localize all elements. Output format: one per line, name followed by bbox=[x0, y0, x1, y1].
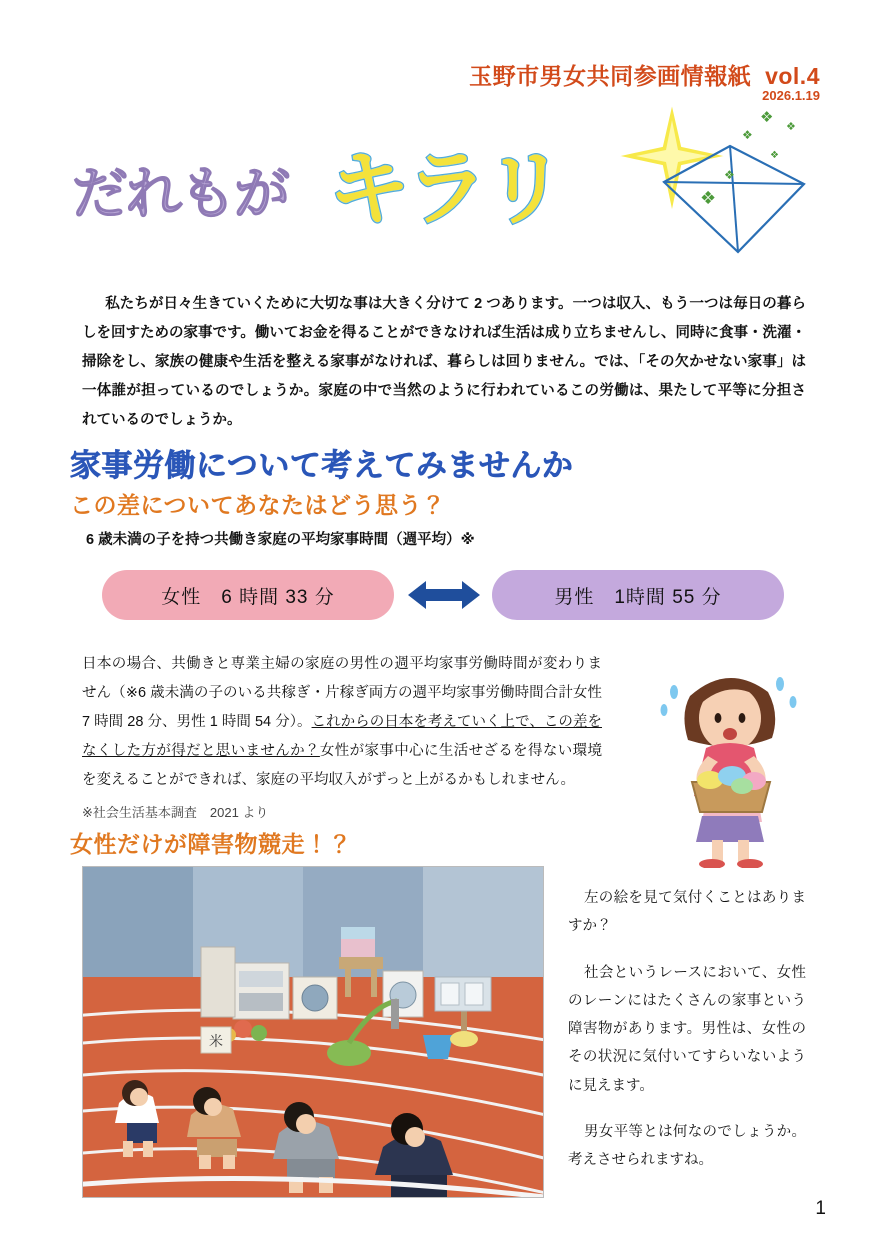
stat-pill-male: 男性 1時間 55 分 bbox=[492, 570, 784, 620]
clover-icon: ❖ bbox=[742, 128, 753, 142]
body2-part3: 女性が家事中心に生活せざるを得ない環境を変えることができれば、家庭の平均収入がずっと上がるかもしれません。 bbox=[82, 743, 603, 788]
woman-with-laundry-illustration bbox=[630, 648, 830, 868]
publication-date: 2026.1.19 bbox=[762, 88, 820, 103]
body2-underlined: これからの日本を考えていく上で、この差をなくした方が得だと思いませんか？ bbox=[82, 714, 602, 759]
svg-text:米: 米 bbox=[209, 1034, 223, 1050]
section-heading-sub1: この差についてあなたはどう思う？ bbox=[70, 492, 446, 518]
publication-title bbox=[469, 58, 820, 91]
stat-pill-female: 女性 6 時間 33 分 bbox=[102, 570, 394, 620]
newsletter-logo bbox=[58, 118, 618, 235]
envelope-illustration bbox=[652, 140, 812, 260]
race-track-graphic bbox=[83, 867, 544, 1198]
publication-title-text: 玉野市男女共同参画情報紙 bbox=[469, 63, 752, 89]
source-note: ※社会生活基本調査 2021 より bbox=[82, 805, 269, 820]
lead-paragraph: 私たちが日々生きていくために大切な事は大きく分けて 2 つあります。一つは収入、もう一つは毎日の暮らしを回すための家事です。働いてお金を得ることができなければ生活は成り立ちませんし、同時に食事・洗濯・掃除をし、家族の健康や生活を整える家事がなければ、暮らしは回りません。では、「その欠かせない家事」は一体誰が担っているのでしょうか。家庭の中で当然のように行われているこの労働は、果たして平等に分担されているのでしょうか。 bbox=[82, 296, 806, 428]
publication-volume: vol.4 bbox=[765, 63, 820, 89]
clover-icon: ❖ bbox=[760, 109, 774, 126]
section-heading-main: 家事労働について考えてみませんか bbox=[70, 448, 574, 483]
double-arrow-icon bbox=[408, 578, 480, 612]
body-paragraph-2 bbox=[82, 650, 602, 795]
clover-icon: ❖ bbox=[724, 168, 735, 182]
clover-icon: ❖ bbox=[700, 188, 717, 208]
section-heading-sub2: 女性だけが障害物競走！？ bbox=[70, 831, 352, 857]
masthead bbox=[0, 0, 886, 270]
clover-icon: ❖ bbox=[786, 121, 796, 133]
right-paragraph-1: 左の絵を見て気付くことはありますか？ bbox=[568, 890, 806, 935]
stat-comparison bbox=[86, 570, 796, 622]
body2-part1: 日本の場合、共働きと専業主婦の家庭の男性の週平均家事労働時間が変わりません（※6 歳未満の子のいる共稼ぎ・片稼ぎ両方の週平均家事労働時間合計女性 7 時間 28 分、男性 1 時間 54 分）。 bbox=[82, 656, 602, 730]
logo-text-kirari: キラリ bbox=[328, 144, 563, 235]
right-column-text bbox=[568, 884, 806, 1192]
clover-icon: ❖ bbox=[770, 150, 779, 161]
page-number: 1 bbox=[815, 1198, 826, 1219]
obstacle-race-illustration bbox=[82, 866, 544, 1198]
chart-caption: 6 歳未満の子を持つ共働き家庭の平均家事時間（週平均）※ bbox=[86, 532, 475, 548]
right-paragraph-3: 男女平等とは何なのでしょうか。考えさせられますね。 bbox=[568, 1123, 806, 1169]
logo-text-daremoga: だれもが bbox=[72, 162, 288, 225]
right-paragraph-2: 社会というレースにおいて、女性のレーンにはたくさんの家事という障害物があります。男性は、女性のその状況に気付いてすらいないように見えます。 bbox=[568, 964, 806, 1094]
